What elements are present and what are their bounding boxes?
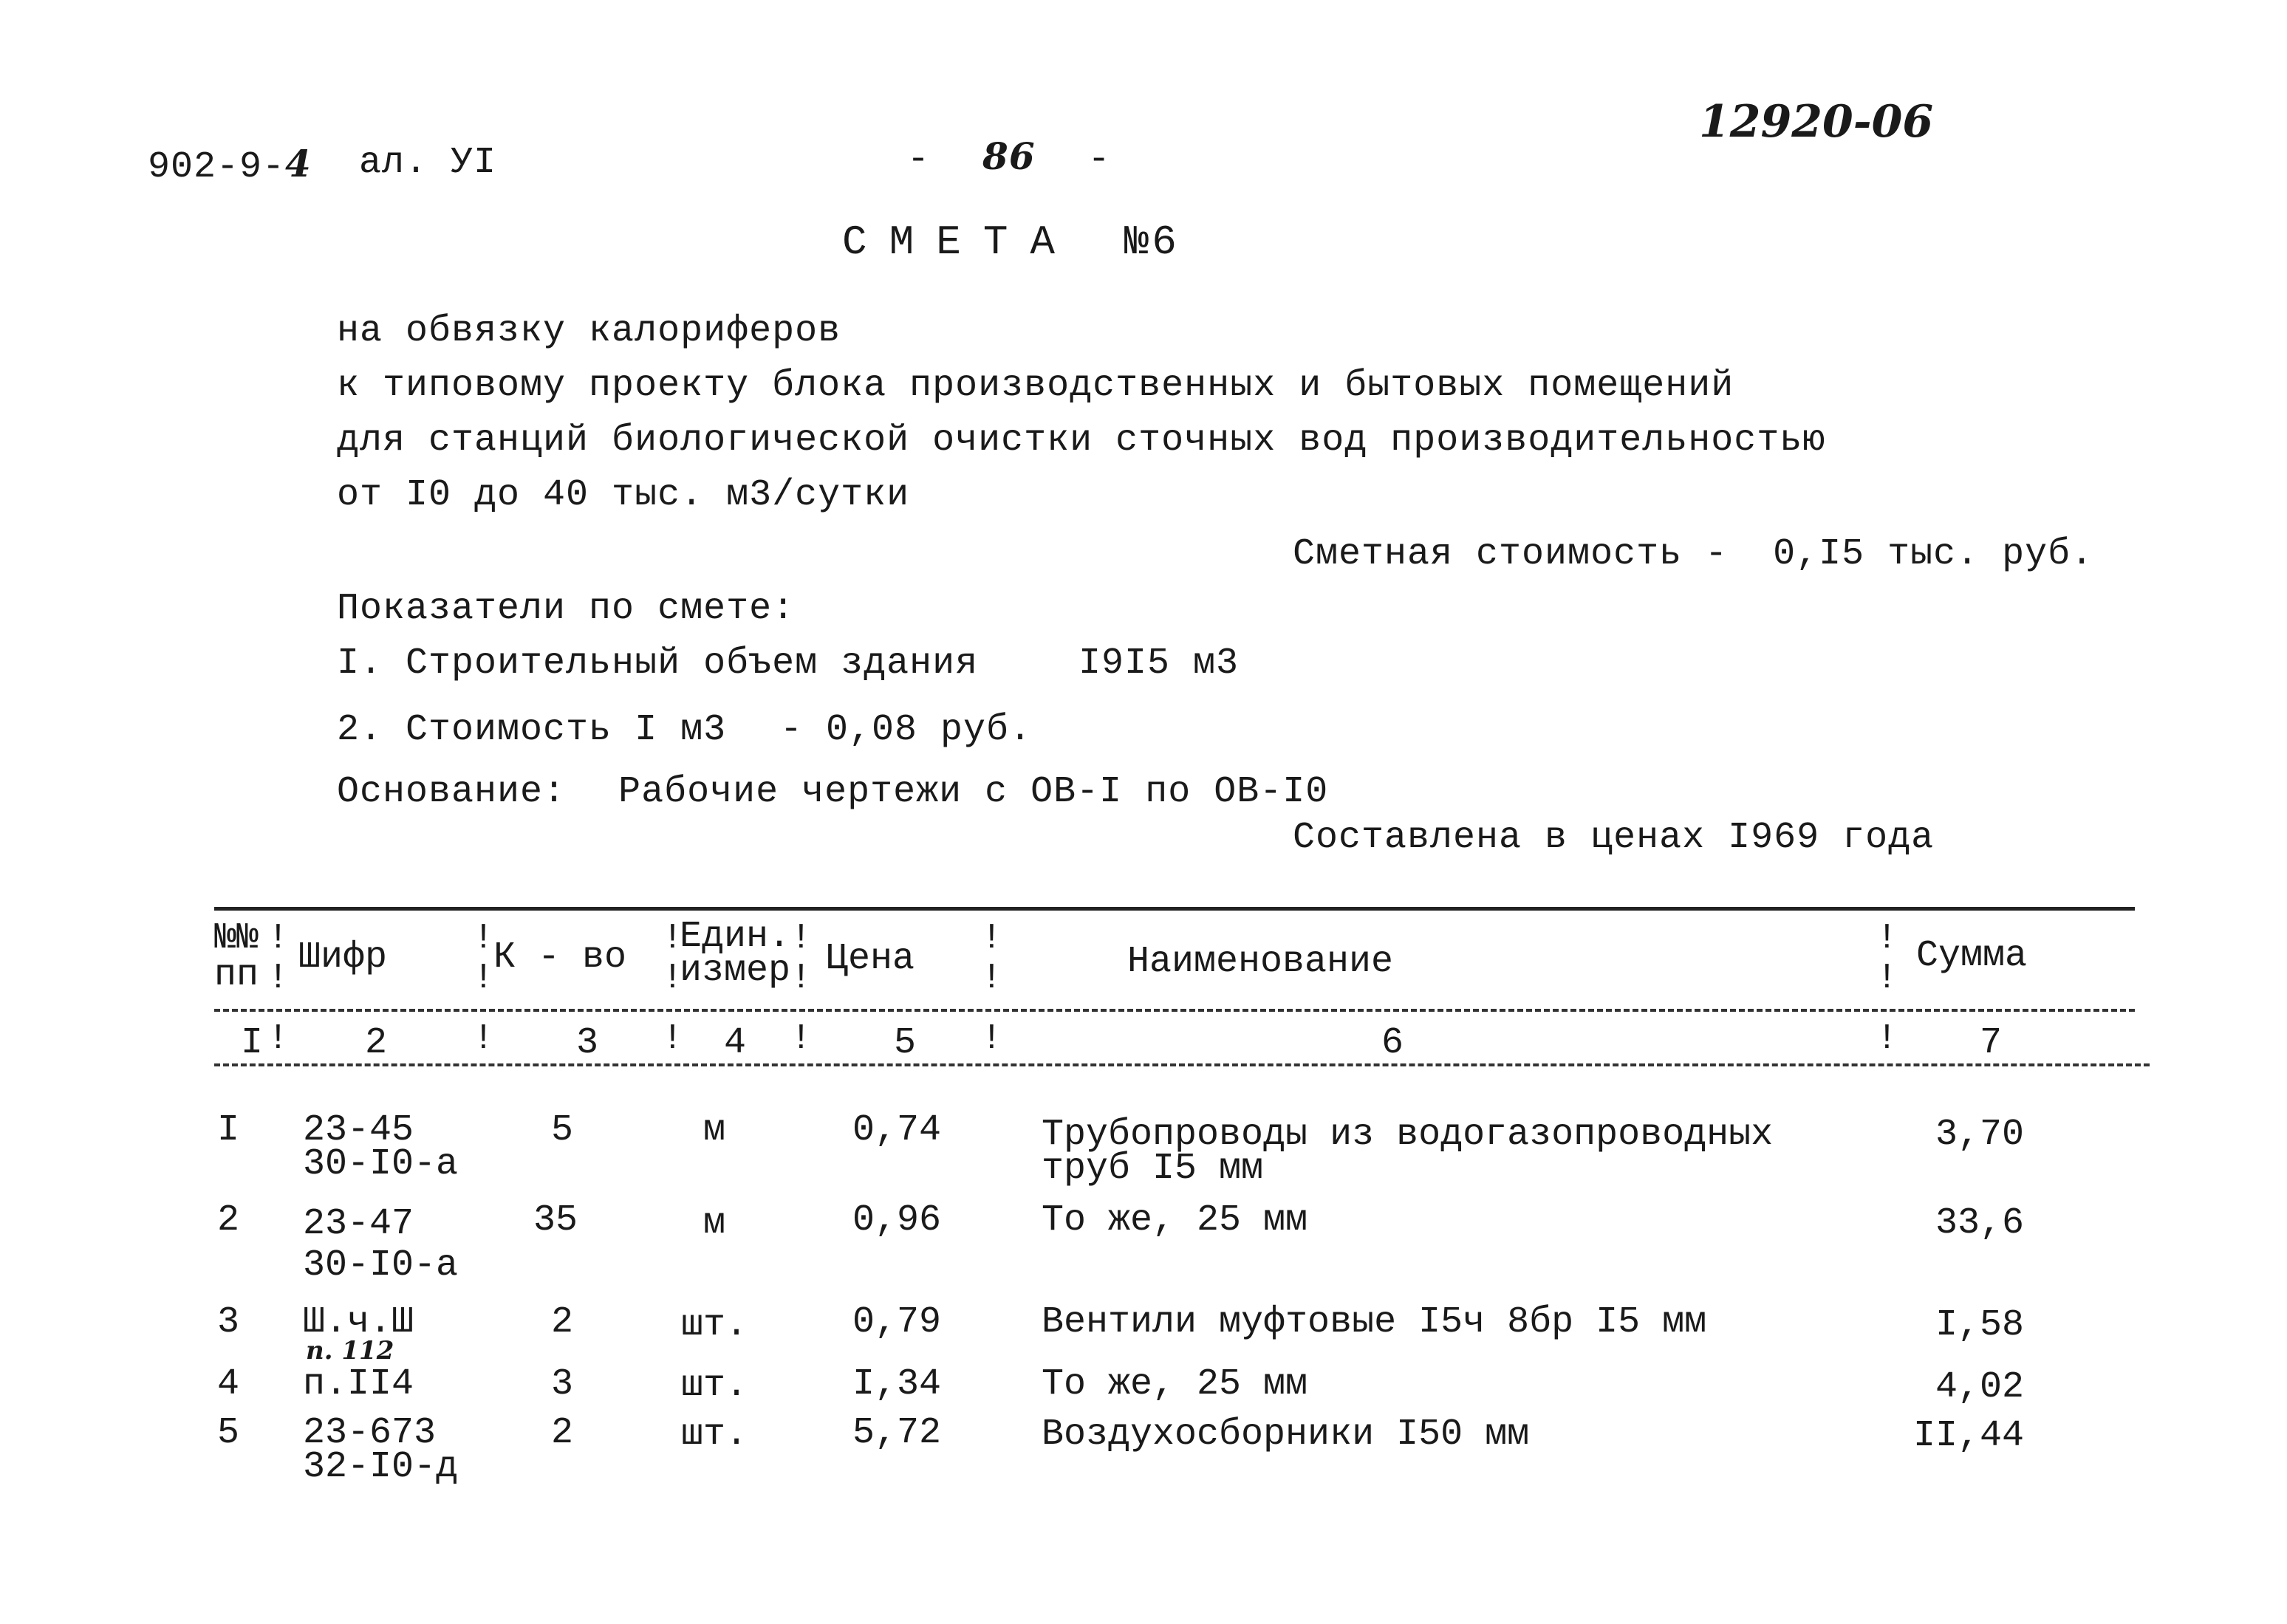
column-separator: ! ! <box>981 919 1002 998</box>
row-price: 5,72 <box>852 1412 942 1454</box>
page-dash-left: - <box>907 139 931 181</box>
header-num <box>214 917 259 996</box>
table-header-divider <box>214 1009 2135 1012</box>
page-dash-right: - <box>1087 139 1111 181</box>
basis-value: Рабочие чертежи с ОВ-I по ОВ-I0 <box>618 771 1329 813</box>
column-separator: ! <box>267 1019 289 1059</box>
row-number: 5 <box>217 1412 240 1454</box>
header-name: Наименование <box>1127 941 1394 983</box>
row-code-line1: Ш.ч.Ш <box>303 1301 414 1343</box>
description-line: на обвязку калориферов <box>337 310 841 352</box>
document-code <box>148 142 312 188</box>
header-unit <box>680 916 791 992</box>
row-code-line2: 30-I0-а <box>303 1143 459 1185</box>
header-unit-line2: измер <box>680 950 791 992</box>
column-number: 4 <box>724 1022 747 1064</box>
row-code <box>303 1204 458 1286</box>
row-name: Вентили муфтовые I5ч 8бр I5 мм <box>1042 1301 1707 1343</box>
row-quantity: 3 <box>551 1363 574 1405</box>
row-quantity: 35 <box>533 1199 578 1241</box>
header-code: Шифр <box>298 936 388 979</box>
row-unit: м <box>703 1202 726 1244</box>
row-name <box>1042 1114 1774 1190</box>
column-number: 2 <box>365 1022 388 1064</box>
table-number-row-divider <box>214 1063 2150 1066</box>
row-name-line1: Трубопроводы из водогазопроводных <box>1042 1114 1774 1156</box>
row-name: Воздухосборники I50 мм <box>1042 1414 1530 1456</box>
row-code-line1: 23-45 <box>303 1109 414 1151</box>
table-top-rule <box>214 907 2135 911</box>
row-name: То же, 25 мм <box>1042 1363 1308 1405</box>
row-code-line1: 23-673 <box>303 1412 437 1454</box>
column-number: 7 <box>1980 1022 2003 1064</box>
header-price: Цена <box>826 938 915 980</box>
document-code-handwritten: 4 <box>285 142 312 185</box>
estimated-cost <box>1293 533 2093 575</box>
row-sum: 3,70 <box>1935 1114 2025 1156</box>
row-sum: 4,02 <box>1935 1366 2025 1408</box>
indicator-unit-cost-value: - 0,08 руб. <box>780 709 1033 751</box>
column-separator: ! ! <box>473 919 494 998</box>
estimated-cost-label: Сметная стоимость - <box>1293 533 1729 575</box>
description-line: для станций биологической очистки сточных вод производительностью <box>337 419 1826 462</box>
indicator-volume-value: I9I5 м3 <box>1078 643 1240 685</box>
row-code <box>303 1301 414 1366</box>
description-line: от I0 до 40 тыс. м3/сутки <box>337 474 910 516</box>
header-sum: Сумма <box>1916 935 2028 977</box>
column-separator: ! <box>473 1019 494 1059</box>
row-name-line2: труб I5 мм <box>1042 1148 1264 1190</box>
document-code-printed: 902-9- <box>148 146 286 188</box>
title-number: №6 <box>1124 219 1180 266</box>
row-code <box>303 1109 459 1185</box>
row-unit: шт. <box>681 1365 748 1407</box>
row-unit: шт. <box>681 1414 748 1456</box>
page-number: 86 <box>982 134 1036 178</box>
column-separator: ! <box>662 1019 683 1059</box>
row-quantity: 2 <box>551 1412 574 1454</box>
row-number: 2 <box>217 1199 240 1241</box>
column-separator: ! ! <box>1876 919 1898 998</box>
row-price: 0,96 <box>852 1199 942 1241</box>
column-separator: ! <box>1876 1019 1898 1059</box>
row-code-line2: 30-I0-а <box>303 1244 459 1286</box>
row-price: 0,74 <box>852 1109 942 1151</box>
column-number: 5 <box>894 1022 917 1064</box>
row-name: То же, 25 мм <box>1042 1199 1308 1241</box>
estimated-cost-value: 0,I5 тыс. руб. <box>1773 533 2094 575</box>
header-quantity: К - во <box>493 936 627 979</box>
indicator-volume-label: I. Строительный объем здания <box>337 643 979 685</box>
row-quantity: 5 <box>551 1109 574 1151</box>
archive-number: 12920-06 <box>1699 96 1934 148</box>
row-code: п.II4 <box>303 1363 414 1405</box>
row-code-line2: 32-I0-д <box>303 1446 459 1488</box>
row-number: I <box>217 1109 240 1151</box>
row-code-line1: 23-47 <box>303 1203 414 1245</box>
header-unit-line1: Един. <box>680 916 791 958</box>
column-separator: ! <box>790 1019 812 1059</box>
basis <box>337 771 1328 813</box>
row-sum: II,44 <box>1913 1415 2025 1457</box>
row-price: I,34 <box>852 1363 942 1405</box>
indicators-heading: Показатели по смете: <box>337 588 796 630</box>
row-unit: м <box>703 1109 726 1151</box>
column-separator: ! ! <box>790 919 812 998</box>
row-code <box>303 1412 459 1488</box>
row-quantity: 2 <box>551 1301 574 1343</box>
row-number: 4 <box>217 1363 240 1405</box>
row-unit: шт. <box>681 1304 748 1346</box>
row-sum: 33,6 <box>1935 1202 2025 1244</box>
album-label: ал. УI <box>359 142 497 184</box>
prices-note: Составлена в ценах I969 года <box>1293 817 1935 859</box>
header-num-line1: №№ <box>214 917 259 959</box>
column-number: I <box>241 1022 264 1064</box>
row-sum: I,58 <box>1935 1304 2025 1346</box>
column-separator: ! ! <box>662 919 683 998</box>
column-number: 6 <box>1381 1022 1404 1064</box>
title-text: СМЕТА <box>842 219 1078 266</box>
column-separator: ! <box>981 1019 1002 1059</box>
indicator-unit-cost-label: 2. Стоимость I м3 <box>337 709 727 751</box>
page-title <box>842 219 1180 266</box>
column-separator: ! ! <box>267 919 289 998</box>
row-code-note: п. 112 <box>306 1336 394 1366</box>
description-line: к типовому проекту блока производственных и бытовых помещений <box>337 365 1734 407</box>
basis-label: Основание: <box>337 771 567 813</box>
row-number: 3 <box>217 1301 240 1343</box>
column-number: 3 <box>576 1022 599 1064</box>
row-price: 0,79 <box>852 1301 942 1343</box>
page-number-line <box>907 134 1111 181</box>
header-num-line2: пп <box>214 954 259 996</box>
